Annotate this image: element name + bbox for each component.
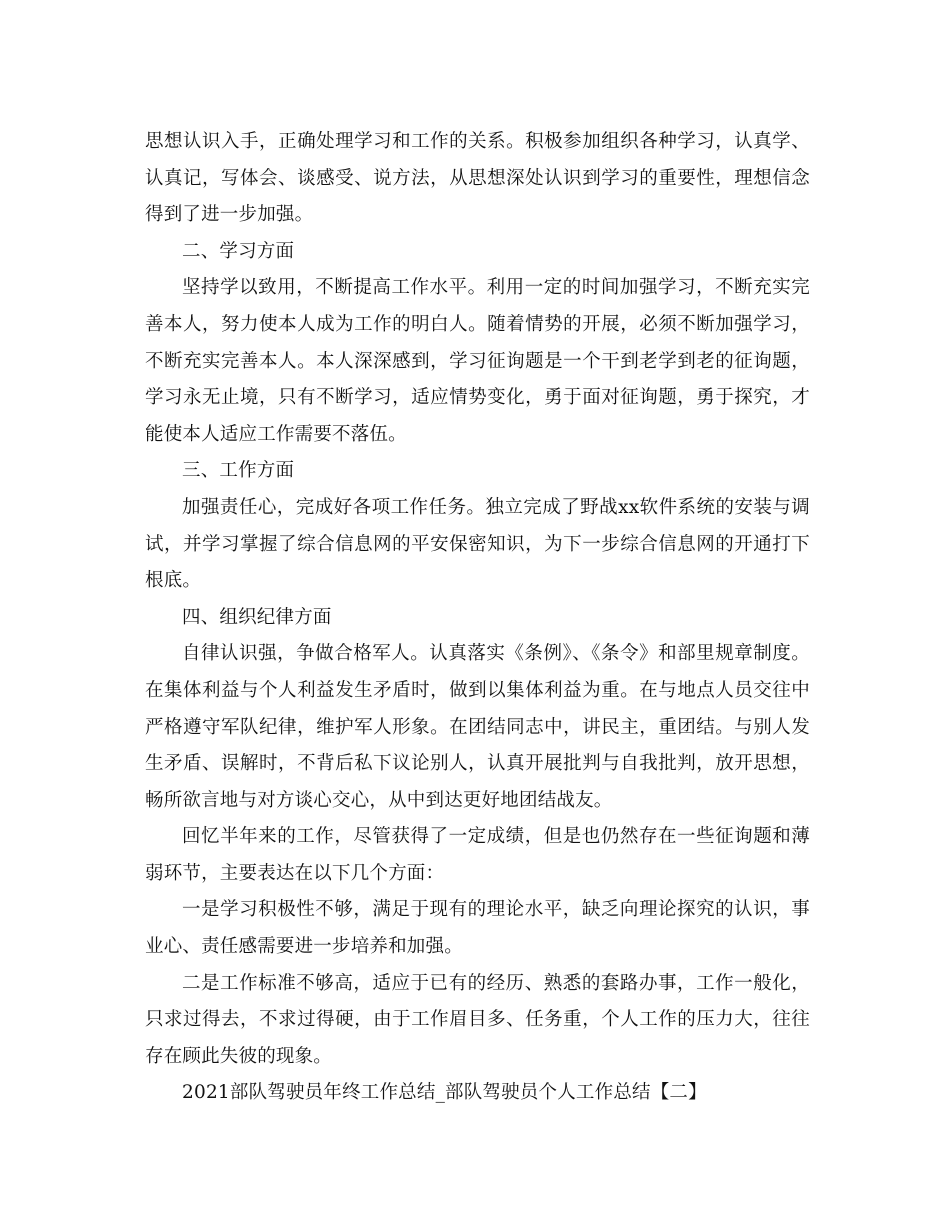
section-heading-study: 二、学习方面 [182, 240, 295, 262]
paragraph-work: 加强责任心，完成好各项工作任务。独立完成了野战xx软件系统的安装与调试，并学习掌握了综合信息网的平安保密知识，为下一步综合信息网的开通打下根底。 [145, 496, 810, 592]
paragraph-study: 坚持学以致用，不断提高工作水平。利用一定的时间加强学习，不断充实完善本人，努力使本人成为工作的明白人。随着情势的开展，必须不断加强学习，不断充实完善本人。本人深深感到，学习征询题是一个干到老学到老的征询题，学习永无止境，只有不断学习，适应情势变化，勇于面对征询题，勇于探究，才能使本人适应工作需要不落伍。 [145, 277, 810, 445]
paragraph-discipline: 自律认识强，争做合格军人。认真落实《条例》、《条令》和部里规章制度。在集体利益与个人利益发生矛盾时，做到以集体利益为重。在与地点人员交往中严格遵守军队纪律，维护军人形象。在团结同志中，讲民主，重团结。与别人发生矛盾、误解时，不背后私下议论别人，认真开展批判与自我批判，放开思想，畅所欲言地与对方谈心交心，从中到达更好地团结战友。 [145, 643, 810, 811]
section-heading-work: 三、工作方面 [182, 460, 295, 482]
paragraph-review: 回忆半年来的工作，尽管获得了一定成绩，但是也仍然存在一些征询题和薄弱环节，主要表达在以下几个方面： [145, 826, 810, 884]
paragraph-weakness-two: 二是工作标准不够高，适应于已有的经历、熟悉的套路办事，工作一般化，只求过得去，不求过得硬，由于工作眉目多、任务重，个人工作的压力大，往往存在顾此失彼的现象。 [145, 972, 810, 1067]
paragraph-weakness-one: 一是学习积极性不够，满足于现有的理论水平，缺乏向理论探究的认识，事业心、责任感需要进一步培养和加强。 [145, 899, 810, 958]
section-heading-discipline: 四、组织纪律方面 [182, 606, 332, 628]
document-body [145, 124, 810, 1112]
paragraph-continuation: 思想认识入手，正确处理学习和工作的关系。积极参加组织各种学习，认真学、认真记，写体会、谈感受、说方法，从思想深处认识到学习的重要性，理想信念得到了进一步加强。 [145, 131, 810, 226]
document-subtitle: 2021部队驾驶员年终工作总结_部队驾驶员个人工作总结【二】 [182, 1082, 707, 1104]
